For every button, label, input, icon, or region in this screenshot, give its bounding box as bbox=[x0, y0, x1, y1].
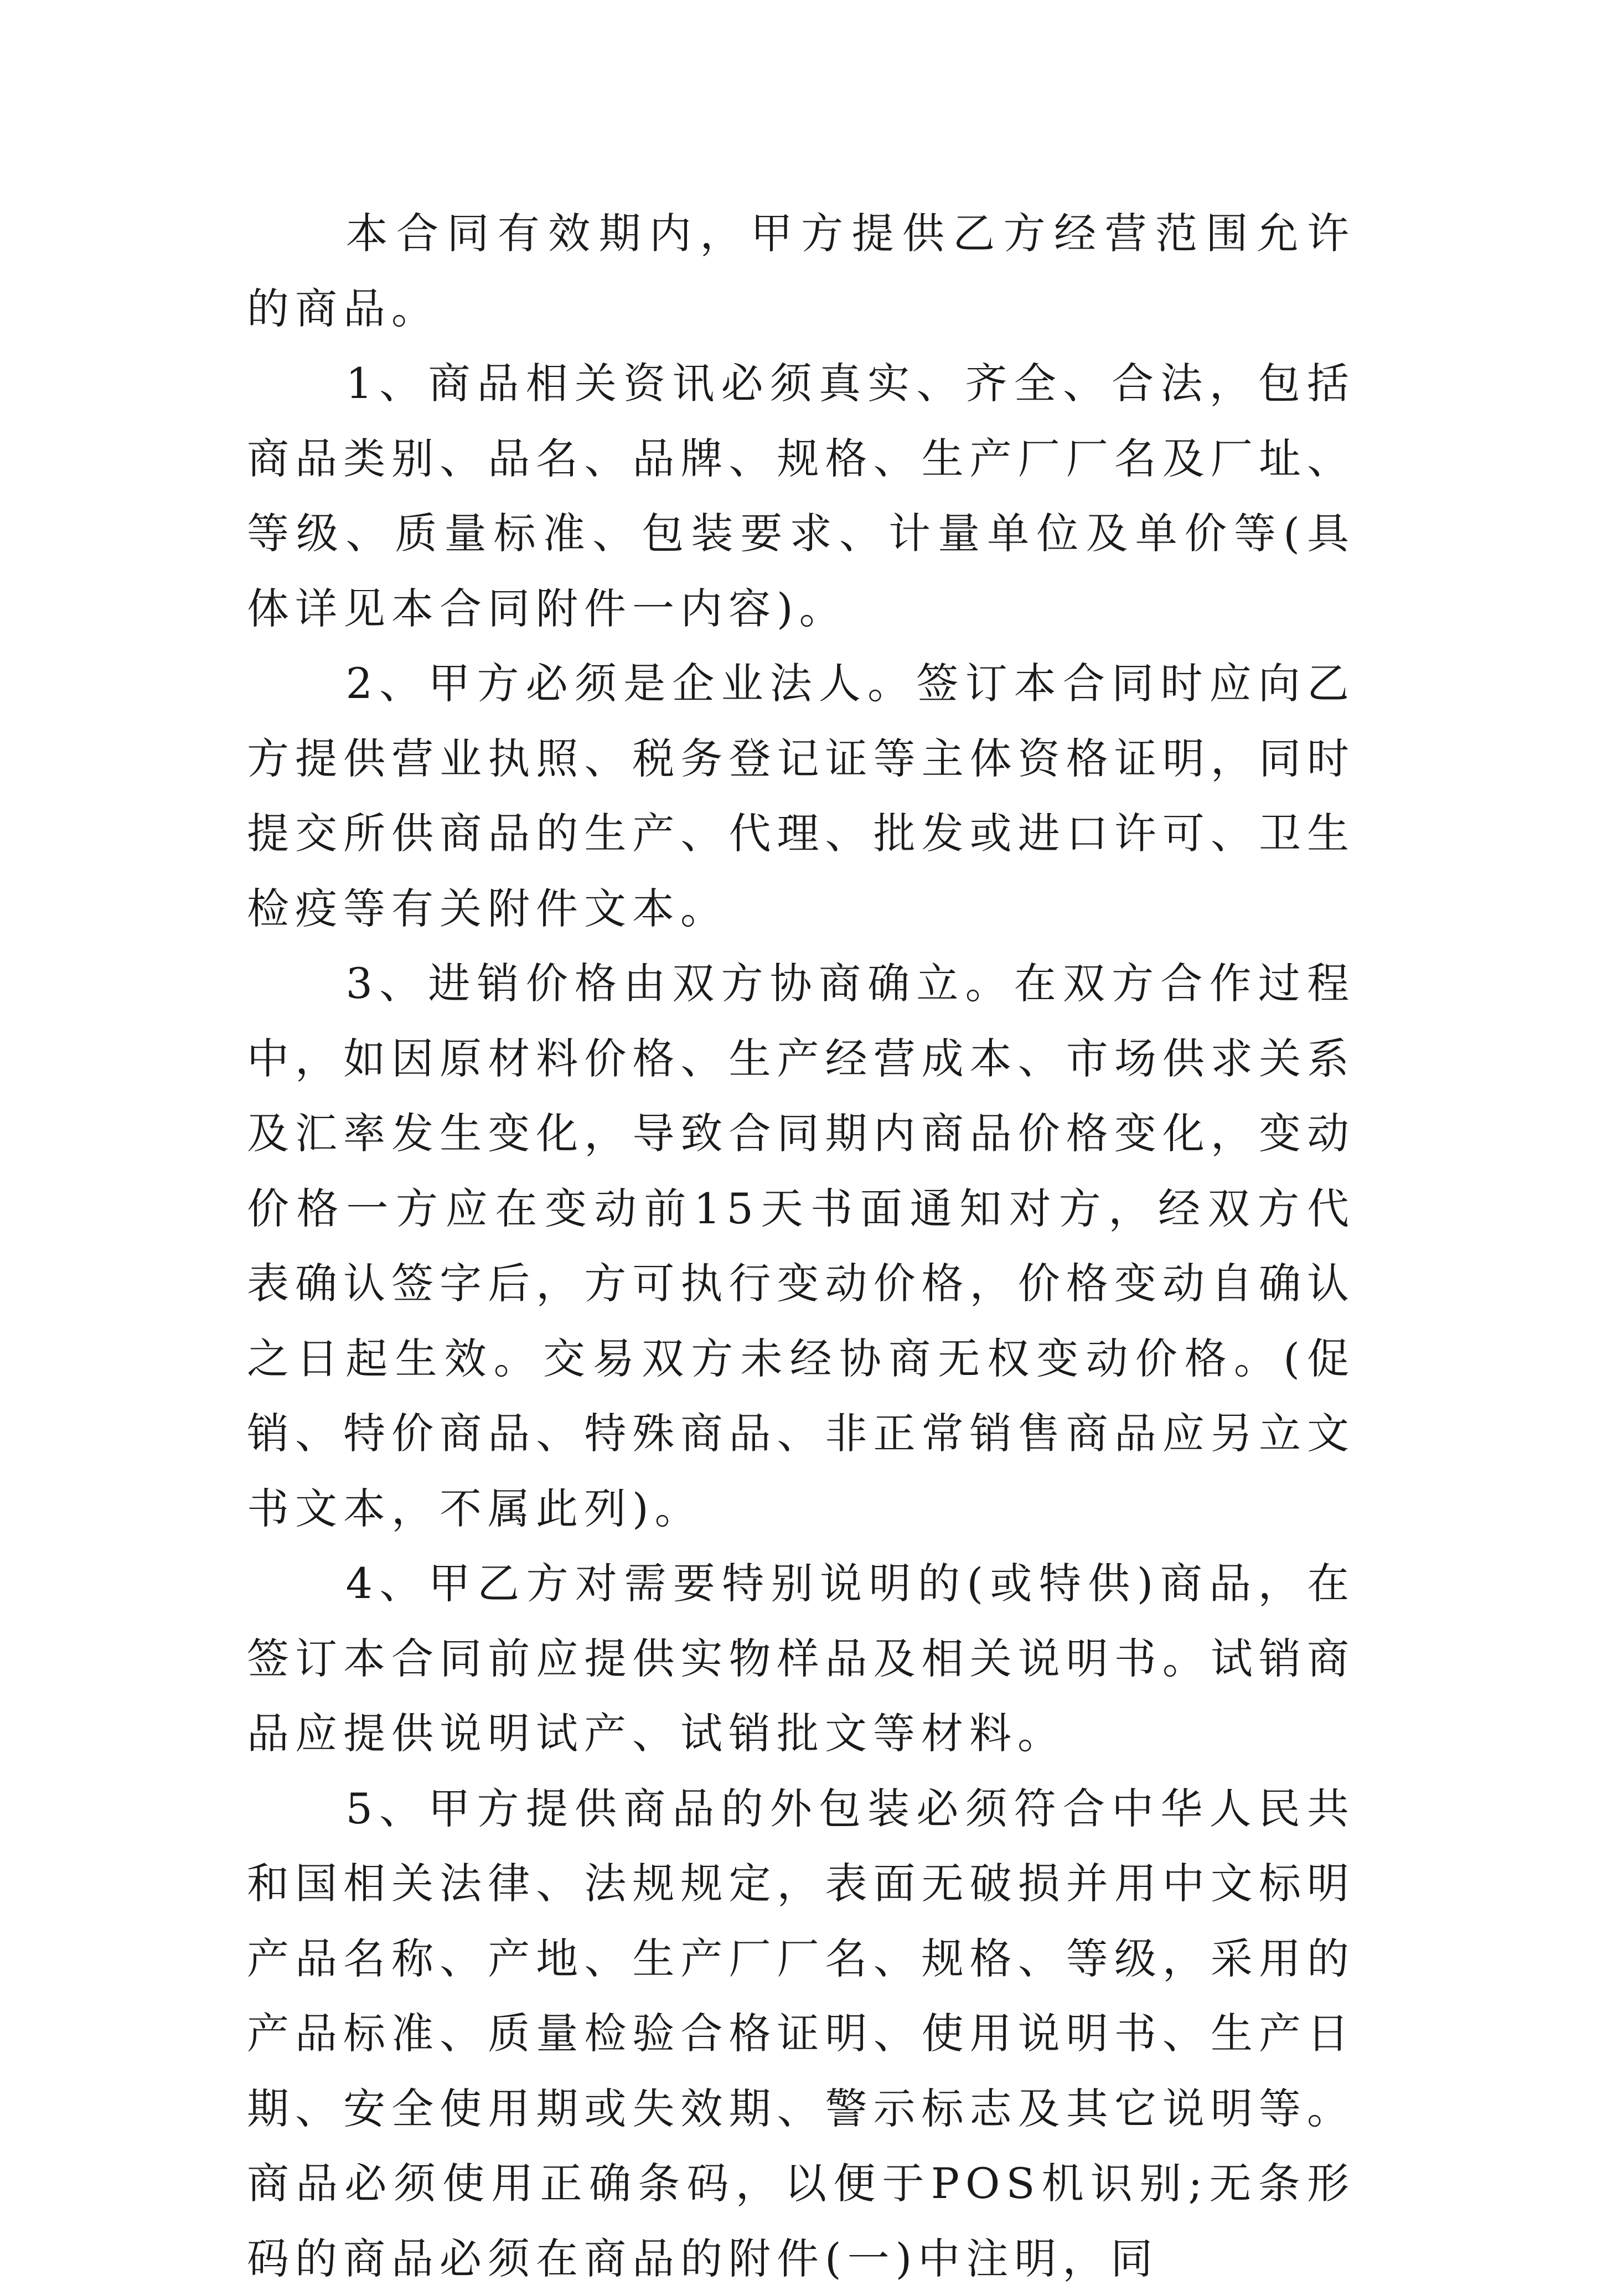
paragraph-clause-3: 3、进销价格由双方协商确立。在双方合作过程中，如因原材料价格、生产经营成本、市场供求关系及汇率发生变化，导致合同期内商品价格变化，变动价格一方应在变动前15天书面通知对方，经双方代表确认签字后，方可执行变动价格，价格变动自确认之日起生效。交易双方未经协商无权变动价格。(促销、特价商品、特殊商品、非正常销售商品应另立文书文本，不属此列)。 bbox=[247, 946, 1355, 1546]
paragraph-intro: 本合同有效期内，甲方提供乙方经营范围允许的商品。 bbox=[247, 196, 1355, 346]
paragraph-clause-4: 4、甲乙方对需要特别说明的(或特供)商品，在签订本合同前应提供实物样品及相关说明书。试销商品应提供说明试产、试销批文等材料。 bbox=[247, 1546, 1355, 1771]
paragraph-clause-2: 2、甲方必须是企业法人。签订本合同时应向乙方提供营业执照、税务登记证等主体资格证明，同时提交所供商品的生产、代理、批发或进口许可、卫生检疫等有关附件文本。 bbox=[247, 646, 1355, 946]
paragraph-clause-1: 1、商品相关资讯必须真实、齐全、合法，包括商品类别、品名、品牌、规格、生产厂厂名及厂址、等级、质量标准、包装要求、计量单位及单价等(具体详见本合同附件一内容)。 bbox=[247, 346, 1355, 646]
contract-body-text bbox=[247, 196, 1355, 2296]
paragraph-clause-5: 5、甲方提供商品的外包装必须符合中华人民共和国相关法律、法规规定，表面无破损并用中文标明产品名称、产地、生产厂厂名、规格、等级，采用的产品标准、质量检验合格证明、使用说明书、生产日期、安全使用期或失效期、警示标志及其它说明等。商品必须使用正确条码，以便于POS机识别;无条形码的商品必须在商品的附件(一)中注明，同 bbox=[247, 1771, 1355, 2296]
